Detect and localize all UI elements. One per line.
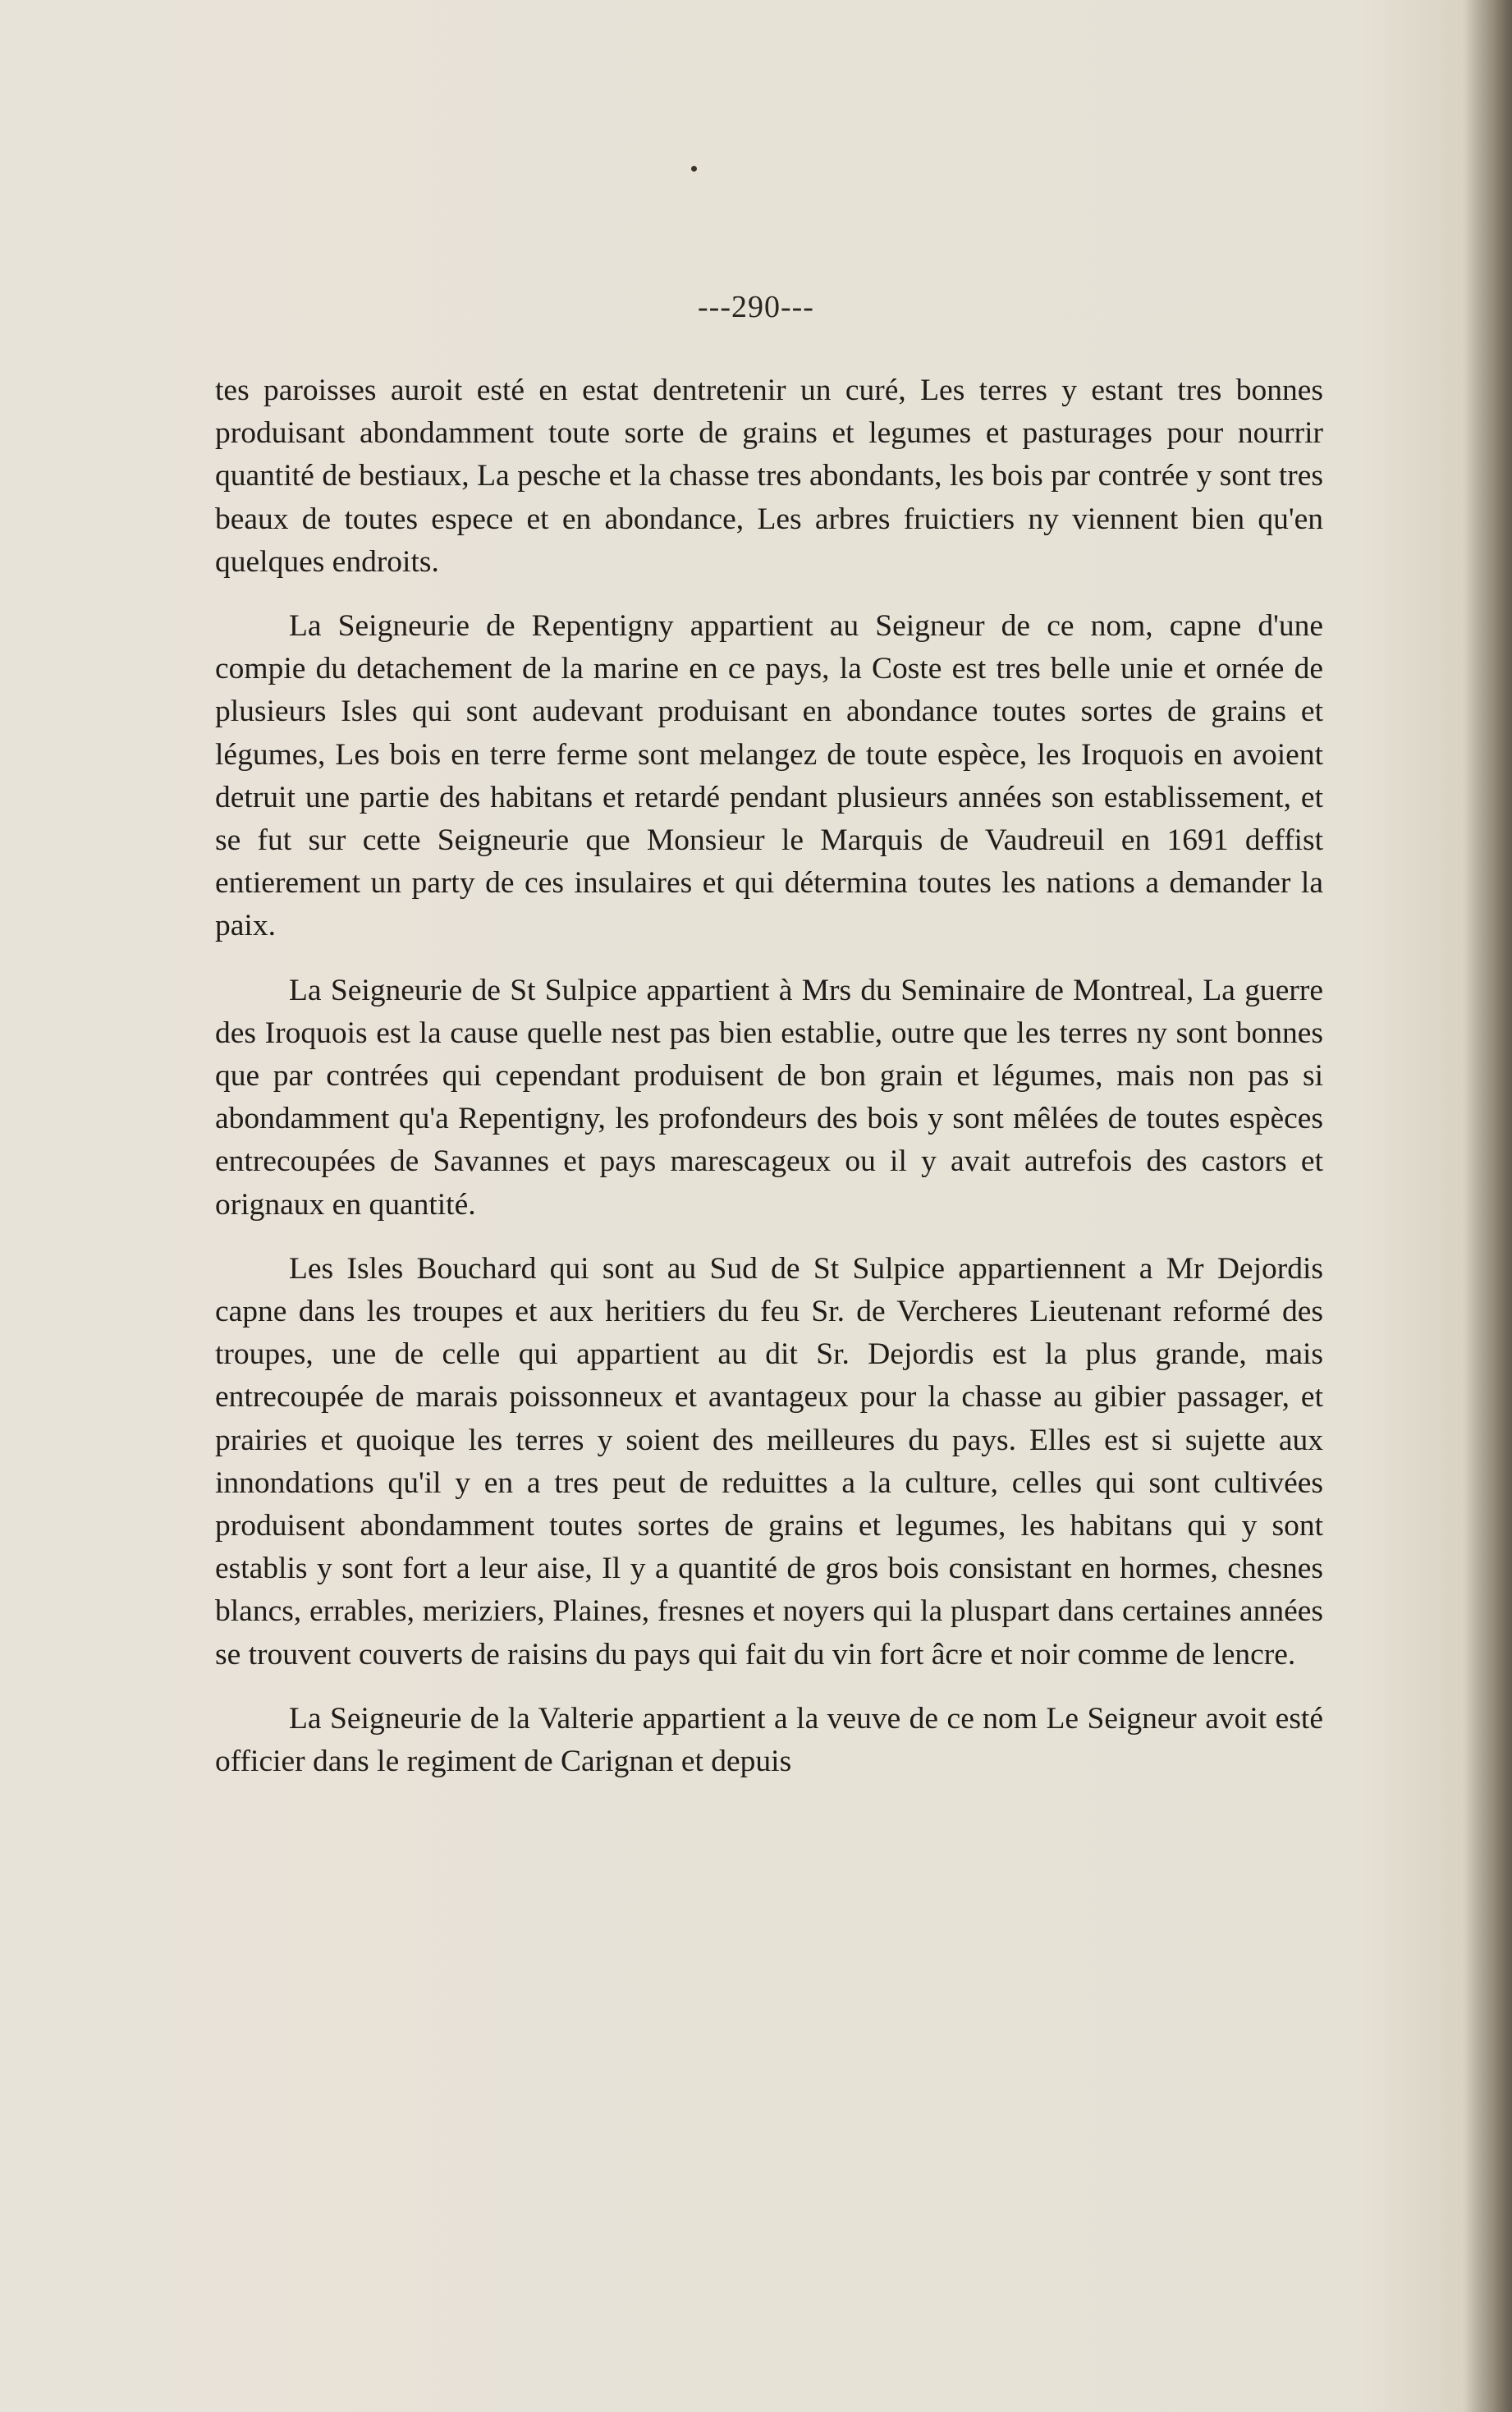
paragraph-repentigny: La Seigneurie de Repentigny appartient au Seigneur de ce nom, capne d'une compie du detachement de la marine en ce pays, la Coste est tres belle unie et ornée de plusieurs Isles qui sont audevant produisant en abondance toutes sortes de grains et légumes, Les bois en terre ferme sont melangez de toute espèce, les Iroquois en avoient detruit une partie des habitans et retardé pendant plusieurs années son establissement, et se fut sur cette Seigneurie que Monsieur le Marquis de Vaudreuil en 1691 deffist entierement un party de ces insulaires et qui détermina toutes les nations a demander la paix.: [215, 609, 1323, 943]
print-speck: [691, 166, 697, 172]
body-text: [215, 369, 1323, 1783]
page-number: ---290---: [698, 290, 814, 324]
page-edge-shadow: [1463, 0, 1512, 2412]
paragraph-parishes: tes paroisses auroit esté en estat dentretenir un curé, Les terres y estant tres bonnes produisant abondamment toute sorte de grains et legumes et pasturages pour nourrir quantité de bestiaux, La pesche et la chasse tres abondants, les bois par contrée y sont tres beaux de toutes espece et en abondance, Les arbres fruictiers ny viennent bien qu'en quelques endroits.: [215, 374, 1323, 579]
paragraph-st-sulpice: La Seigneurie de St Sulpice appartient à Mrs du Seminaire de Montreal, La guerre des Iroquois est la cause quelle nest pas bien establie, outre que les terres ny sont bonnes que par contrées qui cependant produisent de bon grain et légumes, mais non pas si abondamment qu'a Repentigny, les profondeurs des bois y sont mêlées de toutes espèces entrecoupées de Savannes et pays marescageux ou il y avait autrefois des castors et orignaux en quantité.: [215, 973, 1323, 1222]
paragraph-valterie: La Seigneurie de la Valterie appartient a la veuve de ce nom Le Seigneur avoit esté officier dans le regiment de Carignan et depuis: [215, 1701, 1323, 1779]
paragraph-isles-bouchard: Les Isles Bouchard qui sont au Sud de St Sulpice appartiennent a Mr Dejordis capne dans les troupes et aux heritiers du feu Sr. de Vercheres Lieutenant reformé des troupes, une de celle qui appartient au dit Sr. Dejordis est la plus grande, mais entrecoupée de marais poissonneux et avantageux pour la chasse au gibier passager, et prairies et quoique les terres y soient des meilleures du pays. Elles est si sujette aux innondations qu'il y en a tres peut de reduittes a la culture, celles qui sont cultivées produisent abondamment toutes sortes de grains et legumes, les habitans qui y sont establis y sont fort a leur aise, Il y a quantité de gros bois consistant en hormes, chesnes blancs, errables, meriziers, Plaines, fresnes et noyers qui la pluspart dans certaines années se trouvent couverts de raisins du pays qui fait du vin fort âcre et noir comme de lencre.: [215, 1251, 1323, 1671]
